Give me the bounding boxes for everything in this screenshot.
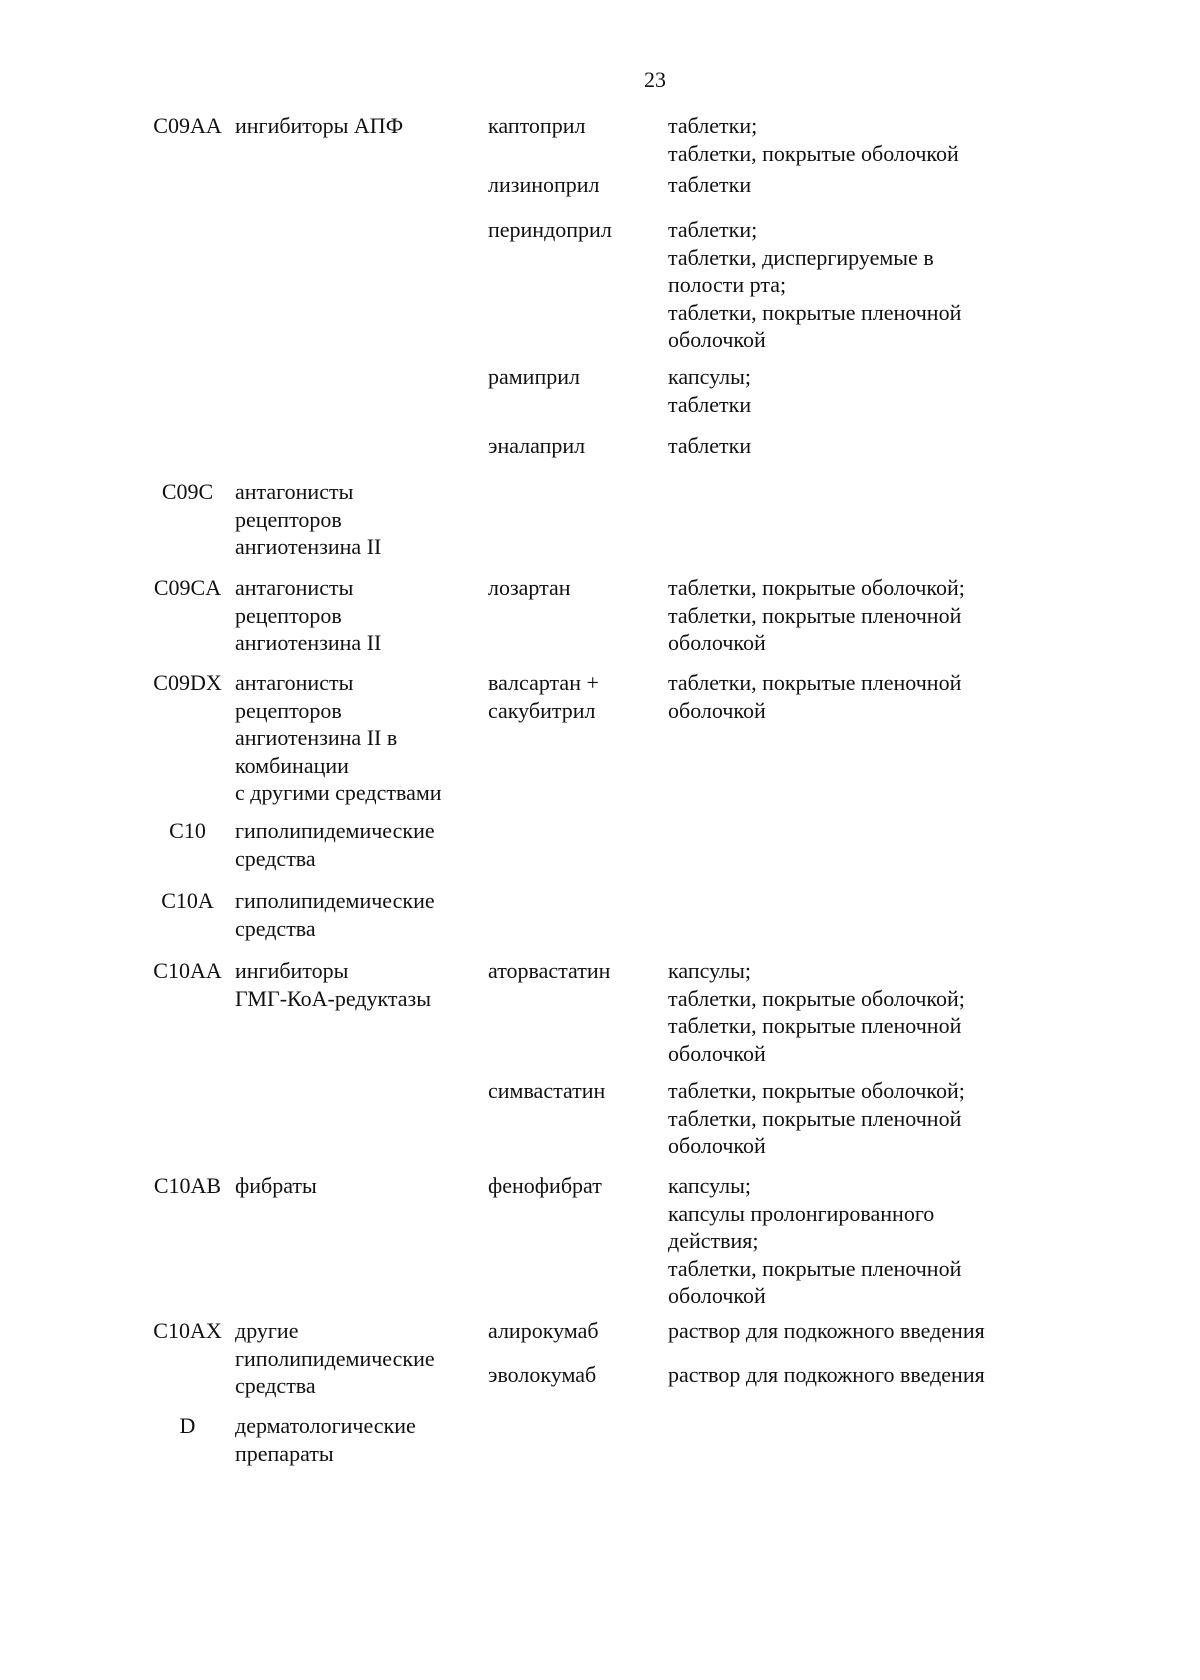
dosage-form-line: раствор для подкожного введения — [668, 1362, 985, 1387]
table-row — [140, 112, 1040, 458]
group-name — [235, 478, 488, 561]
group-name-line: ингибиторы — [235, 958, 349, 983]
atc-code: C10AA — [153, 958, 222, 983]
drug-name — [488, 957, 668, 985]
drug-name-line: эволокумаб — [488, 1362, 597, 1387]
dosage-form-line: таблетки — [668, 391, 752, 417]
dosage-forms — [668, 112, 1048, 167]
table-row — [140, 1172, 1040, 1308]
group-name — [235, 817, 488, 872]
group-name-line: средства — [235, 845, 316, 871]
group-name-line: ангиотензина II в — [235, 725, 398, 750]
table-row — [140, 574, 1040, 657]
dosage-form-line: оболочкой — [668, 327, 766, 352]
table-row — [140, 817, 1040, 872]
atc-code: C10A — [161, 888, 214, 913]
dosage-form-line: таблетки, покрытые оболочкой; — [668, 985, 965, 1011]
drug-entry — [488, 112, 1048, 167]
dosage-forms — [668, 363, 1048, 418]
drug-name-line: периндоприл — [488, 217, 612, 242]
drug-name — [488, 216, 668, 244]
dosage-form-line: капсулы; — [668, 364, 751, 389]
dosage-forms — [668, 216, 1048, 354]
dosage-form-line: таблетки — [668, 172, 752, 197]
atc-code: C09AA — [153, 113, 222, 138]
group-name-line: комбинации — [235, 752, 349, 778]
drug-name-line: аторвастатин — [488, 958, 611, 983]
dosage-form-line: таблетки, покрытые оболочкой — [668, 140, 959, 166]
dosage-forms — [668, 1317, 1048, 1345]
group-name — [235, 1412, 488, 1467]
drug-name — [488, 1172, 668, 1200]
dosage-forms — [668, 1077, 1048, 1160]
group-name-line: антагонисты — [235, 575, 354, 600]
atc-code: C10 — [169, 818, 206, 843]
dosage-form-line: оболочкой — [668, 1133, 766, 1158]
drug-name-line: валсартан + — [488, 670, 599, 695]
drug-name-line: лизиноприл — [488, 172, 600, 197]
dosage-form-line: таблетки; — [668, 113, 758, 138]
drug-name-line: рамиприл — [488, 364, 580, 389]
table-row — [140, 957, 1040, 1158]
drug-entry — [488, 432, 1048, 460]
group-name-line: средства — [235, 1373, 316, 1398]
drug-entry — [488, 171, 1048, 199]
dosage-form-line: таблетки, покрытые пленочной — [668, 299, 962, 325]
dosage-form-line: таблетки, покрытые пленочной — [668, 1255, 962, 1281]
group-name-line: средства — [235, 915, 316, 941]
drug-entry — [488, 1317, 1048, 1345]
group-name-line: рецепторов — [235, 602, 342, 628]
dosage-forms — [668, 171, 1048, 199]
group-name — [235, 1172, 488, 1200]
drug-name-line: каптоприл — [488, 113, 586, 138]
drug-name — [488, 1317, 668, 1345]
atc-code: C10AX — [153, 1318, 222, 1343]
dosage-form-line: таблетки; — [668, 217, 758, 242]
page-number: 23 — [644, 67, 666, 92]
group-name-line: гиполипидемические — [235, 818, 435, 843]
drug-entry — [488, 669, 1048, 724]
dosage-form-line: таблетки, покрытые пленочной — [668, 602, 962, 628]
atc-code: D — [179, 1413, 196, 1438]
atc-code: C09CA — [153, 575, 222, 600]
dosage-forms — [668, 669, 1048, 724]
drug-entry — [488, 363, 1048, 418]
group-name — [235, 957, 488, 1012]
dosage-form-line: оболочкой — [668, 1040, 766, 1066]
dosage-form-line: полости рта; — [668, 272, 787, 297]
table-row — [140, 1317, 1040, 1400]
dosage-form-line: капсулы; — [668, 958, 751, 983]
dosage-form-line: таблетки, покрытые пленочной — [668, 1013, 962, 1038]
group-name-line: рецепторов — [235, 506, 342, 532]
group-name — [235, 669, 488, 807]
dosage-form-line: капсулы пролонгированного — [668, 1200, 935, 1226]
dosage-forms — [668, 957, 1048, 1067]
drug-name-line: симвастатин — [488, 1078, 606, 1103]
group-name-line: другие — [235, 1318, 299, 1343]
drug-entry — [488, 216, 1048, 354]
dosage-form-line: оболочкой — [668, 1283, 766, 1308]
group-name-line: фибраты — [235, 1173, 317, 1198]
dosage-forms — [668, 574, 1048, 657]
group-name — [235, 1317, 488, 1400]
drug-entry — [488, 574, 1048, 657]
dosage-forms — [668, 1361, 1048, 1389]
atc-code: C09DX — [153, 670, 222, 695]
group-name-line: гиполипидемические — [235, 1345, 435, 1371]
drug-name — [488, 1077, 668, 1105]
group-name-line: рецепторов — [235, 697, 342, 723]
dosage-form-line: таблетки, диспергируемые в — [668, 244, 934, 270]
group-name — [235, 574, 488, 657]
drug-name — [488, 669, 668, 724]
drug-name-line: эналаприл — [488, 433, 586, 458]
group-name-line: антагонисты — [235, 479, 354, 504]
dosage-forms — [668, 1172, 1048, 1310]
drug-name-line: сакубитрил — [488, 697, 596, 723]
drug-name — [488, 432, 668, 460]
drug-entry — [488, 1361, 1048, 1389]
dosage-forms — [668, 432, 1048, 460]
dosage-form-line: таблетки — [668, 433, 752, 458]
drug-name-line: фенофибрат — [488, 1173, 602, 1198]
drug-name-line: лозартан — [488, 575, 571, 600]
drug-name — [488, 1361, 668, 1389]
group-name — [235, 112, 488, 140]
atc-code: C09C — [161, 479, 214, 504]
group-name-line: гиполипидемические — [235, 888, 435, 913]
group-name-line: с другими средствами — [235, 780, 442, 805]
group-name-line: ангиотензина II — [235, 630, 382, 655]
table-row — [140, 478, 1040, 561]
dosage-form-line: действия; — [668, 1228, 759, 1253]
table-row — [140, 887, 1040, 942]
group-name-line: препараты — [235, 1440, 334, 1466]
dosage-form-line: таблетки, покрытые оболочкой; — [668, 1078, 965, 1103]
dosage-form-line: капсулы; — [668, 1173, 751, 1198]
drug-name — [488, 112, 668, 140]
drug-name-line: алирокумаб — [488, 1318, 599, 1343]
drug-name — [488, 171, 668, 199]
dosage-form-line: раствор для подкожного введения — [668, 1318, 985, 1343]
group-name-line: ангиотензина II — [235, 534, 382, 559]
group-name — [235, 887, 488, 942]
atc-code: C10AB — [153, 1173, 222, 1198]
group-name-line: дерматологические — [235, 1413, 416, 1438]
drug-name — [488, 363, 668, 391]
group-name-line: антагонисты — [235, 670, 354, 695]
table-row — [140, 669, 1040, 807]
group-name-line: ГМГ-КоА-редуктазы — [235, 985, 432, 1011]
drug-name — [488, 574, 668, 602]
drug-entry — [488, 1172, 1048, 1310]
dosage-form-line: оболочкой — [668, 630, 766, 655]
dosage-form-line: оболочкой — [668, 697, 766, 723]
table-row — [140, 1412, 1040, 1467]
dosage-form-line: таблетки, покрытые пленочной — [668, 670, 962, 695]
group-name-line: ингибиторы АПФ — [235, 113, 404, 138]
dosage-form-line: таблетки, покрытые оболочкой; — [668, 575, 965, 600]
drug-entry — [488, 957, 1048, 1067]
drug-entry — [488, 1077, 1048, 1160]
dosage-form-line: таблетки, покрытые пленочной — [668, 1105, 962, 1131]
